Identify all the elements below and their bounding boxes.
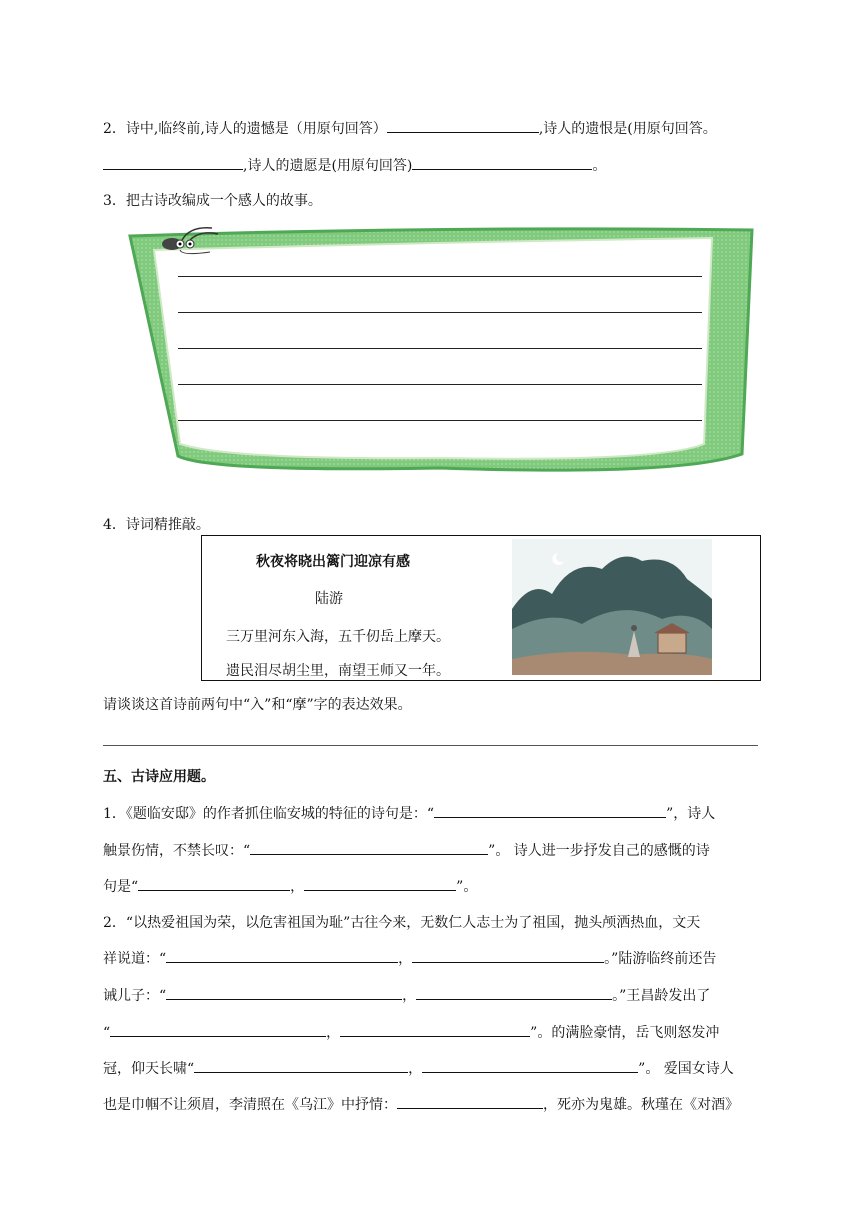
poem-line-1: 三万里河东入海，五千仞岳上摩天。: [226, 629, 450, 645]
s5-p2-line3: 诫儿子：“ ， 。”王昌龄发出了: [103, 985, 710, 1005]
answer-blank[interactable]: [422, 1058, 638, 1073]
answer-blank[interactable]: [166, 948, 398, 963]
s5-p2-line2: 祥说道：“ ， 。”陆游临终前还告: [103, 948, 716, 968]
poem-title: 秋夜将晓出篱门迎凉有感: [256, 554, 410, 570]
q4-label: 4．诗词精推敲。: [103, 517, 210, 533]
section-heading: 五、古诗应用题。: [103, 769, 215, 785]
answer-blank[interactable]: [412, 155, 592, 170]
q4-question: 请谈谈这首诗前两句中“入”和“摩”字的表达效果。: [103, 697, 412, 713]
answer-blank[interactable]: [103, 155, 243, 170]
q2-line-1: 2．诗中,临终前,诗人的遗憾是（用原句回答） ,诗人的遗恨是(用原句回答。: [103, 118, 717, 138]
q2-line-2: ,诗人的遗愿是(用原句回答) 。: [103, 155, 606, 175]
writing-line[interactable]: [178, 348, 702, 349]
s5-p2-line5: 冠，仰天长啸“ ， ”。 爱国女诗人: [103, 1058, 734, 1078]
answer-blank[interactable]: [412, 948, 604, 963]
s5-p2-line6: 也是巾帼不让须眉，李清照在《乌江》中抒情： ，死亦为鬼雄。秋瑾在《对酒》: [103, 1094, 739, 1114]
answer-blank[interactable]: [387, 118, 539, 133]
answer-blank[interactable]: [194, 1058, 408, 1073]
poem-author: 陆游: [315, 591, 343, 607]
answer-blank[interactable]: [166, 985, 402, 1000]
poem-line-2: 遗民泪尽胡尘里，南望王师又一年。: [226, 663, 450, 679]
writing-frame: [120, 222, 760, 480]
writing-line[interactable]: [178, 420, 702, 421]
s5-p1-line1: 1．《题临安邸》的作者抓住临安城的特征的诗句是：“ ”，诗人: [103, 803, 715, 823]
answer-blank[interactable]: [340, 1022, 530, 1037]
s5-p2-line1: 2．“以热爱祖国为荣，以危害祖国为耻”古往今来，无数仁人志士为了祖国，抛头颅洒热血，文天: [103, 915, 701, 931]
answer-blank[interactable]: [110, 1022, 326, 1037]
writing-line[interactable]: [178, 312, 702, 313]
s5-p2-line4: “ ， ”。的满脸豪情，岳飞则怒发冲: [103, 1022, 719, 1042]
writing-line[interactable]: [178, 384, 702, 385]
answer-blank[interactable]: [304, 876, 456, 891]
q3-prompt: 3．把古诗改编成一个感人的故事。: [103, 193, 322, 209]
answer-blank[interactable]: [250, 840, 488, 855]
answer-blank[interactable]: [138, 876, 290, 891]
answer-blank[interactable]: [416, 985, 612, 1000]
divider: [103, 745, 758, 746]
mountain-illustration: [512, 539, 712, 675]
s5-p1-line2: 触景伤情，不禁长叹：“ ”。 诗人进一步抒发自己的感慨的诗: [103, 840, 710, 860]
answer-blank[interactable]: [434, 803, 666, 818]
writing-line[interactable]: [178, 276, 702, 277]
poem-box: [201, 535, 761, 681]
answer-blank[interactable]: [397, 1094, 543, 1109]
s5-p1-line3: 句是“ ， ”。: [103, 876, 477, 896]
